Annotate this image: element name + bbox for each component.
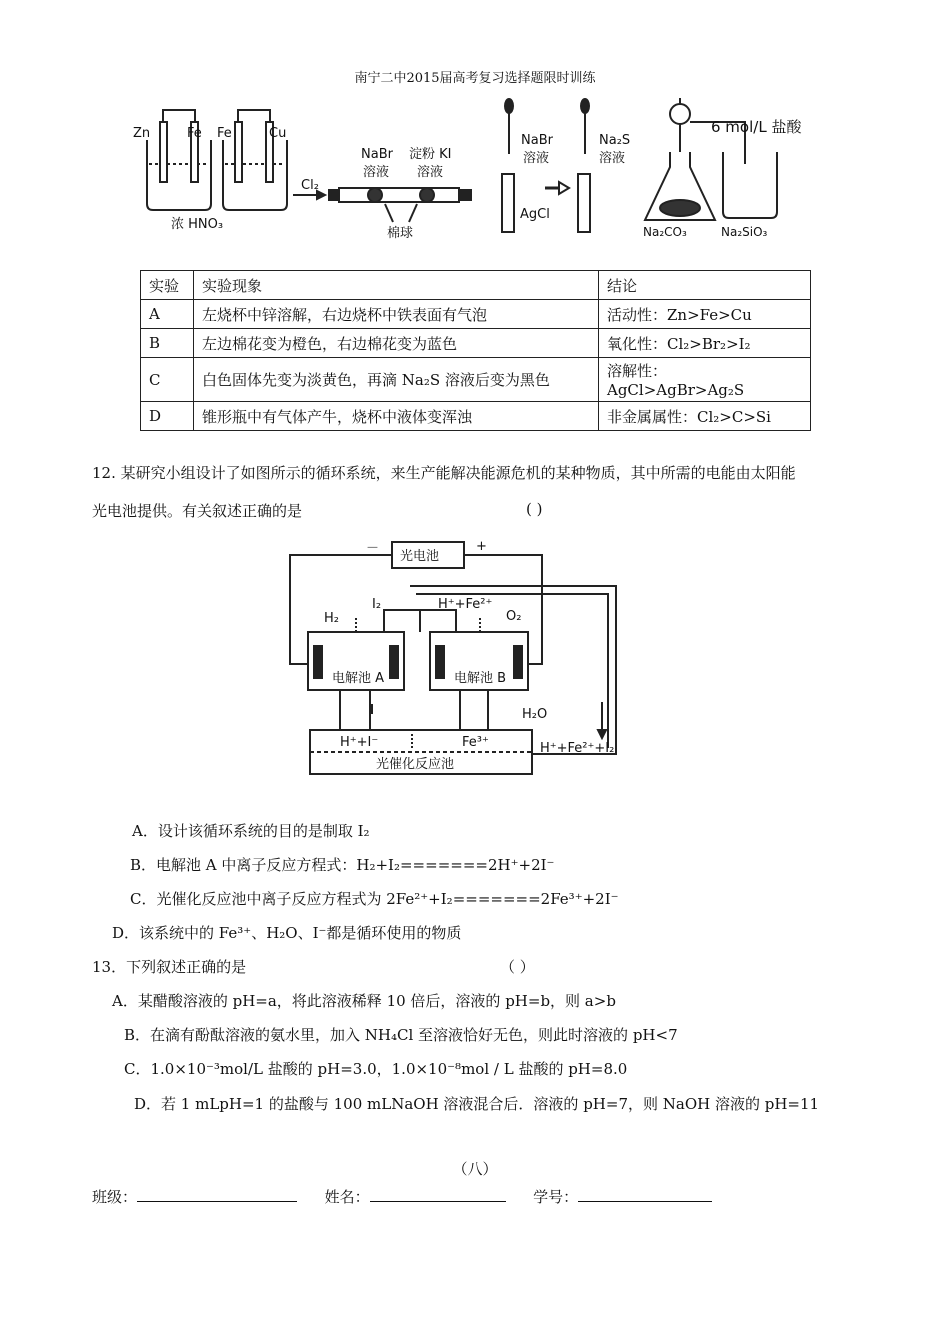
page-header: 南宁二中2015届高考复习选择题限时训练 — [354, 71, 596, 86]
q12-option-a: A．设计该循环系统的目的是制取 I₂ — [132, 822, 370, 840]
student-info-row — [92, 1186, 712, 1207]
table-header-row — [141, 271, 811, 300]
q12-option-b: B．电解池 A 中离子反应方程式：H₂+I₂=======2H⁺+2I⁻ — [130, 856, 555, 874]
section-title: （八） — [452, 1160, 498, 1178]
q13-option-d: D．若 1 mLpH=1 的盐酸与 100 mLNaOH 溶液混合后．溶液的 pH=7，则 NaOH 溶液的 pH=11 — [134, 1095, 820, 1113]
fig-h2: H₂ — [324, 611, 339, 626]
table-cell: A — [141, 300, 194, 329]
label-na2co3: Na₂CO₃ — [643, 225, 687, 239]
table-row — [141, 358, 811, 402]
label-fe2: Fe — [217, 126, 232, 141]
q13-option-a: A．某醋酸溶液的 pH=a，将此溶液稀释 10 倍后，溶液的 pH=b，则 a>b — [112, 992, 616, 1010]
q11-apparatus-figure — [125, 92, 825, 242]
label-ki-sol: 溶液 — [417, 165, 444, 180]
class-label: 班级： — [92, 1188, 138, 1206]
label-cotton: 棉球 — [387, 226, 414, 241]
student-id-field[interactable] — [578, 1187, 712, 1202]
label-agcl: AgCl — [520, 207, 550, 222]
table-cell: 非金属属性：Cl₂>C>Si — [599, 402, 811, 431]
q13-option-c: C．1.0×10⁻³mol/L 盐酸的 pH=3.0，1.0×10⁻⁸mol / L 盐酸的 pH=8.0 — [124, 1060, 628, 1078]
label-na2sio3: Na₂SiO₃ — [721, 225, 768, 239]
table-cell: 左烧杯中锌溶解，右边烧杯中铁表面有气泡 — [194, 300, 599, 329]
name-label: 姓名： — [324, 1188, 370, 1206]
fig-h-i: H⁺+I⁻ — [340, 735, 379, 750]
label-hno3: 浓 HNO₃ — [171, 217, 224, 232]
q12-circulation-figure — [270, 534, 640, 782]
label-fe1: Fe — [187, 126, 202, 141]
table-cell: 左边棉花变为橙色，右边棉花变为蓝色 — [194, 329, 599, 358]
table-cell: 溶解性：AgCl>AgBr>Ag₂S — [599, 358, 811, 402]
label-na2s-sol: 溶液 — [599, 151, 626, 166]
table-cell: C — [141, 358, 194, 402]
table-row — [141, 329, 811, 358]
q12-answer-paren: ( ) — [526, 500, 543, 518]
q13-stem: 13．下列叙述正确的是 — [92, 958, 247, 976]
fig-electrolyzer-a: 电解池 A — [332, 671, 385, 686]
fig-o2: O₂ — [506, 609, 522, 624]
label-nabr: NaBr — [361, 147, 393, 162]
label-na2s: Na₂S — [599, 133, 631, 148]
label-hcl: 6 mol/L 盐酸 — [711, 118, 802, 136]
table-cell: B — [141, 329, 194, 358]
table-cell: 锥形瓶中有气体产牛，烧杯中液体变浑浊 — [194, 402, 599, 431]
fig-hfe: H⁺+Fe²⁺ — [438, 597, 493, 612]
fig-h2o: H₂O — [522, 707, 548, 722]
fig-electrolyzer-b: 电解池 B — [454, 671, 507, 686]
fig-output: H⁺+Fe²⁺+I₂ — [540, 741, 615, 756]
label-cl2: Cl₂ — [301, 178, 319, 193]
q12-stem-line2: 光电池提供。有关叙述正确的是 — [92, 502, 303, 520]
q13-answer-paren: （ ） — [500, 958, 535, 976]
label-nabr-sol: 溶液 — [363, 165, 390, 180]
label-nabr2-sol: 溶液 — [523, 151, 550, 166]
table-header-cell: 实验 — [141, 271, 194, 300]
experiment-table — [140, 270, 811, 431]
table-row — [141, 300, 811, 329]
fig-reactor: 光催化反应池 — [376, 757, 455, 772]
q13-option-b: B．在滴有酚酞溶液的氨水里，加入 NH₄Cl 至溶液恰好无色，则此时溶液的 pH<7 — [124, 1026, 678, 1044]
fig-fe3: Fe³⁺ — [462, 735, 489, 750]
beaker-1 — [147, 140, 211, 210]
table-cell: 氧化性：Cl₂>Br₂>I₂ — [599, 329, 811, 358]
table-row — [141, 402, 811, 431]
q12-stem-line1: 12. 某研究小组设计了如图所示的循环系统，来生产能解决能源危机的某种物质，其中所需的电能由太阳能 — [92, 464, 796, 482]
table-cell: 白色固体先变为淡黄色，再滴 Na₂S 溶液后变为黑色 — [194, 358, 599, 402]
label-ki: 淀粉 KI — [409, 147, 452, 162]
beaker-2 — [223, 140, 287, 210]
table-cell: 活动性：Zn>Fe>Cu — [599, 300, 811, 329]
label-nabr2: NaBr — [521, 133, 553, 148]
table-header-cell: 实验现象 — [194, 271, 599, 300]
label-zn: Zn — [133, 126, 151, 141]
class-field[interactable] — [137, 1187, 297, 1202]
name-field[interactable] — [370, 1187, 506, 1202]
fig-minus: － — [366, 541, 380, 556]
label-cu: Cu — [269, 126, 287, 141]
id-label: 学号： — [533, 1188, 579, 1206]
fig-plus: + — [476, 539, 487, 554]
q12-option-c: C．光催化反应池中离子反应方程式为 2Fe²⁺+I₂=======2Fe³⁺+2I⁻ — [130, 890, 619, 908]
table-cell: D — [141, 402, 194, 431]
fig-photocell: 光电池 — [400, 549, 440, 564]
q12-option-d: D．该系统中的 Fe³⁺、H₂O、I⁻都是循环使用的物质 — [112, 924, 462, 942]
table-header-cell: 结论 — [599, 271, 811, 300]
fig-i2: I₂ — [372, 597, 382, 612]
